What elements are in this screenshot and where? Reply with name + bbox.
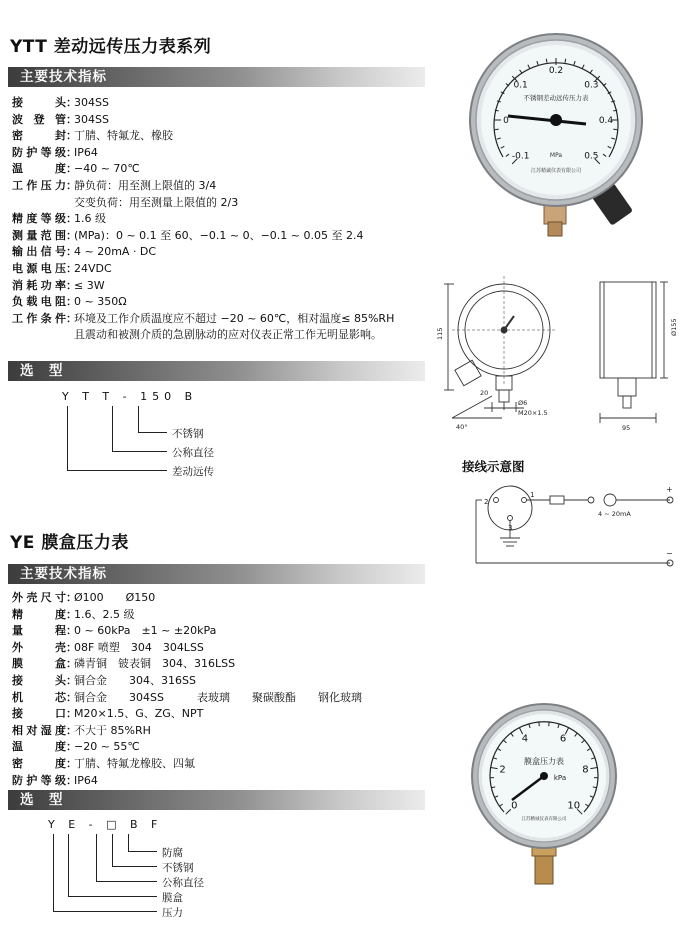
ye-tick-label: 6 — [559, 733, 567, 745]
spec-value: 304SS — [74, 96, 109, 109]
ytt-tick-label: -0.1 — [511, 151, 530, 162]
ye-sel-line-4 — [112, 834, 113, 867]
ytt-tick-label: 0.4 — [598, 116, 614, 126]
ye-sel-line-1 — [53, 834, 54, 912]
spec-value: 0 ~ 60kPa ±1 ~ ±20kPa — [74, 624, 217, 638]
ytt-sel-line-2h — [112, 451, 167, 452]
spec-colon: ： — [66, 278, 77, 292]
spec-row — [12, 623, 216, 640]
spec-row — [12, 178, 216, 195]
spec-colon: ： — [66, 228, 77, 242]
spec-row — [12, 590, 155, 607]
ytt-tick — [495, 129, 499, 130]
spec-colon: ： — [66, 624, 77, 638]
ye-sel-label-2: 公称直径 — [162, 877, 204, 889]
spec-row — [12, 739, 140, 756]
spec-label: 防护等级 — [12, 145, 66, 159]
ytt-sel-label-2: 差动远传 — [172, 466, 214, 478]
ytt-dim-angle: 40° — [456, 423, 468, 431]
spec-label: 防护等级 — [12, 773, 66, 787]
spec-row — [12, 690, 362, 707]
spec-row — [12, 195, 238, 212]
ytt-gauge-maker: 江苏精诚仪表有限公司 — [530, 168, 582, 174]
spec-colon: ： — [66, 145, 77, 159]
spec-colon: ： — [66, 591, 77, 604]
spec-row — [12, 278, 105, 295]
spec-colon: ： — [66, 757, 77, 770]
spec-label: 膜 盒 — [12, 657, 66, 671]
spec-row — [12, 161, 140, 178]
spec-row — [12, 244, 156, 261]
spec-colon: ： — [66, 262, 77, 275]
spec-value: 环境及工作介质温度应不超过 −20 ~ 60℃，相对温度≤ 85%RH — [74, 311, 395, 325]
ytt-technical-drawing — [432, 268, 687, 438]
ye-sel-line-3 — [96, 834, 97, 882]
ye-spec-header: 主要技术指标 — [8, 564, 425, 584]
spec-colon: ： — [66, 707, 77, 721]
ytt-dim-6: Ø6 — [518, 399, 528, 407]
ytt-spec-header: 主要技术指标 — [8, 67, 425, 87]
wiring-meter — [604, 494, 616, 506]
spec-label: 密 封 — [12, 129, 66, 143]
ytt-dim-20: 20 — [480, 389, 489, 397]
wiring-diagram — [470, 478, 680, 573]
ytt-tick — [613, 129, 617, 130]
wiring-minus: − — [666, 549, 673, 558]
ytt-tick — [565, 59, 566, 63]
spec-colon: ： — [66, 162, 77, 176]
spec-label: 波登管 — [12, 112, 66, 126]
ytt-tick — [613, 110, 617, 111]
ye-title: YE 膜盒压力表 — [10, 533, 129, 553]
spec-label: 消耗功率 — [12, 278, 66, 292]
ytt-tick-label: 0.5 — [584, 151, 599, 162]
ye-sel-line-5 — [128, 834, 129, 852]
ytt-tick — [495, 110, 499, 111]
ye-gauge-maker: 江苏精诚仪表有限公司 — [521, 817, 567, 822]
spec-row — [12, 607, 134, 624]
ye-sel-label-0: 防腐 — [162, 847, 183, 859]
wiring-resistor — [550, 496, 564, 504]
ye-tick-label: 2 — [499, 764, 506, 776]
spec-row — [12, 706, 203, 723]
ytt-dim-95: 95 — [622, 424, 631, 432]
ye-tick-label: 8 — [582, 764, 589, 776]
spec-label: 温 度 — [12, 740, 66, 754]
spec-label: 外壳尺寸 — [12, 591, 66, 604]
spec-value: −40 ~ 70℃ — [74, 162, 140, 176]
ytt-gauge-name: 不锈钢差动远传压力表 — [523, 94, 589, 102]
spec-value: Ø100 Ø150 — [74, 591, 156, 604]
spec-value: 铜合金 304、316SS — [74, 674, 196, 687]
spec-colon: ： — [66, 129, 77, 143]
spec-value: 且震动和被测介质的急剧脉动的应对仪表正常工作无明显影响。 — [74, 328, 382, 342]
ye-tick-label: 0 — [511, 800, 518, 812]
spec-value: ≤ 3W — [74, 278, 105, 292]
spec-value: 磷青铜 铍表铜 304、316LSS — [74, 657, 236, 671]
ytt-spec-list — [12, 95, 432, 355]
spec-value: 丁腈、特氟龙、橡胶 — [74, 129, 173, 143]
spec-label: 接 头 — [12, 96, 66, 109]
spec-row — [12, 128, 173, 145]
wiring-pin-1: 1 — [530, 491, 535, 499]
ye-gauge-photo — [468, 700, 618, 895]
ye-gauge-unit: kPa — [553, 774, 567, 782]
spec-value: IP64 — [74, 773, 98, 787]
spec-colon: ： — [66, 773, 77, 787]
spec-row — [12, 327, 382, 344]
spec-value: 4 ~ 20mA · DC — [74, 245, 157, 259]
spec-value: 丁腈、特氟龙橡胶、四氟 — [74, 757, 195, 770]
spec-colon: ： — [66, 657, 77, 671]
spec-colon: ： — [66, 640, 77, 654]
spec-value: 铜合金 304SS 表玻璃 聚碳酸酯 钢化玻璃 — [74, 690, 362, 704]
spec-row — [12, 311, 394, 328]
spec-row — [12, 261, 112, 278]
ytt-sel-line-2 — [112, 406, 113, 452]
ytt-dim-thread: M20×1.5 — [518, 409, 548, 417]
ytt-dim-115: 115 — [436, 327, 444, 340]
spec-label: 机 芯 — [12, 690, 66, 704]
ytt-tick-label: 0.1 — [513, 80, 528, 91]
ytt-sel-label-1: 公称直径 — [172, 447, 214, 459]
wiring-pin-3: 3 — [508, 524, 513, 532]
spec-value: 304SS — [74, 112, 109, 126]
spec-colon: ： — [66, 212, 77, 226]
spec-colon: ： — [66, 674, 77, 687]
spec-row — [12, 95, 109, 112]
ytt-sel-line-1 — [67, 406, 68, 471]
spec-row — [12, 228, 363, 245]
spec-label: 测量范围 — [12, 228, 66, 242]
spec-label: 工作压力 — [12, 179, 66, 192]
spec-label: 相对湿度 — [12, 723, 66, 737]
spec-label: 输出信号 — [12, 245, 66, 259]
ye-spec-list — [12, 590, 452, 790]
spec-row — [12, 773, 98, 790]
spec-row — [12, 211, 106, 228]
spec-value: 交变负荷：用至测量上限值的 2/3 — [74, 195, 239, 209]
spec-colon: ： — [66, 607, 77, 621]
ytt-title: YTT 差动远传压力表系列 — [10, 37, 212, 57]
spec-label: 温 度 — [12, 162, 66, 176]
ytt-gauge-unit: MPa — [549, 152, 563, 159]
ye-tick-label: 4 — [521, 733, 529, 745]
spec-value: 24VDC — [74, 262, 112, 275]
ye-tick-label: 10 — [567, 800, 581, 812]
spec-row — [12, 112, 109, 129]
spec-value: 1.6 级 — [74, 212, 106, 226]
spec-label: 密 度 — [12, 757, 66, 770]
ye-selection-code: Y E - □ B F — [48, 818, 163, 831]
spec-label: 电源电压 — [12, 262, 66, 275]
spec-label: 精度等级 — [12, 212, 66, 226]
ytt-dim-155: Ø155 — [670, 318, 678, 336]
ye-selection-header: 选 型 — [8, 790, 425, 810]
wiring-current: 4 ~ 20mA — [598, 510, 631, 518]
spec-value: (MPa)：0 ~ 0.1 至 60、−0.1 ~ 0、−0.1 ~ 0.05 至 2.4 — [74, 228, 364, 242]
spec-value: 0 ~ 350Ω — [74, 295, 127, 309]
spec-row — [12, 723, 151, 740]
spec-value: 08F 喷塑 304 304LSS — [74, 640, 204, 654]
ye-gauge-name: 膜盒压力表 — [524, 757, 564, 766]
spec-colon: ： — [66, 690, 77, 704]
spec-label: 量 程 — [12, 624, 66, 638]
spec-colon: ： — [66, 245, 77, 259]
spec-label: 接 头 — [12, 674, 66, 687]
ye-sel-label-1: 不锈钢 — [162, 862, 194, 874]
wiring-title: 接线示意图 — [462, 459, 525, 474]
spec-row — [12, 294, 127, 311]
spec-value: M20×1.5、G、ZG、NPT — [74, 707, 204, 721]
spec-row — [12, 145, 98, 162]
spec-value: 不大于 85%RH — [74, 723, 151, 737]
spec-value: 静负荷：用至测上限值的 3/4 — [74, 179, 217, 192]
ytt-sel-line-3h — [138, 432, 167, 433]
ytt-sel-label-0: 不锈钢 — [172, 428, 204, 440]
spec-row — [12, 673, 196, 690]
ytt-selection-header: 选 型 — [8, 361, 425, 381]
ye-sel-line-2 — [68, 834, 69, 897]
ytt-selection-code: Y T T - 150 B — [62, 390, 198, 403]
ye-sel-label-3: 膜盒 — [162, 892, 183, 904]
spec-value: 1.6、2.5 级 — [74, 607, 135, 621]
spec-colon: ： — [66, 112, 77, 126]
spec-colon: ： — [66, 740, 77, 754]
ytt-sel-line-3 — [138, 406, 139, 433]
spec-colon: ： — [66, 179, 77, 192]
spec-value: IP64 — [74, 145, 98, 159]
ytt-tick-label: 0 — [503, 116, 509, 126]
spec-colon: ： — [66, 295, 77, 309]
ytt-tick — [546, 59, 547, 63]
spec-row — [12, 756, 195, 773]
ye-sel-label-4: 压力 — [162, 907, 183, 919]
spec-label: 接 口 — [12, 707, 66, 721]
spec-label: 外 壳 — [12, 640, 66, 654]
spec-label: 工作条件 — [12, 311, 66, 325]
spec-colon: ： — [66, 311, 77, 325]
wiring-plus: + — [666, 485, 673, 494]
wiring-pin-2: 2 — [484, 498, 489, 506]
spec-value: −20 ~ 55℃ — [74, 740, 140, 754]
spec-label: 精 度 — [12, 607, 66, 621]
ytt-tick-label: 0.3 — [584, 80, 599, 91]
spec-row — [12, 640, 204, 657]
ytt-tick-label: 0.2 — [548, 66, 564, 76]
spec-label: 负载电阻 — [12, 295, 66, 309]
ytt-drawing-side-case — [600, 282, 656, 378]
ytt-gauge-photo — [468, 32, 683, 247]
ytt-sel-line-1h — [67, 470, 167, 471]
spec-colon: ： — [66, 723, 77, 737]
spec-row — [12, 656, 235, 673]
spec-colon: ： — [66, 96, 77, 109]
